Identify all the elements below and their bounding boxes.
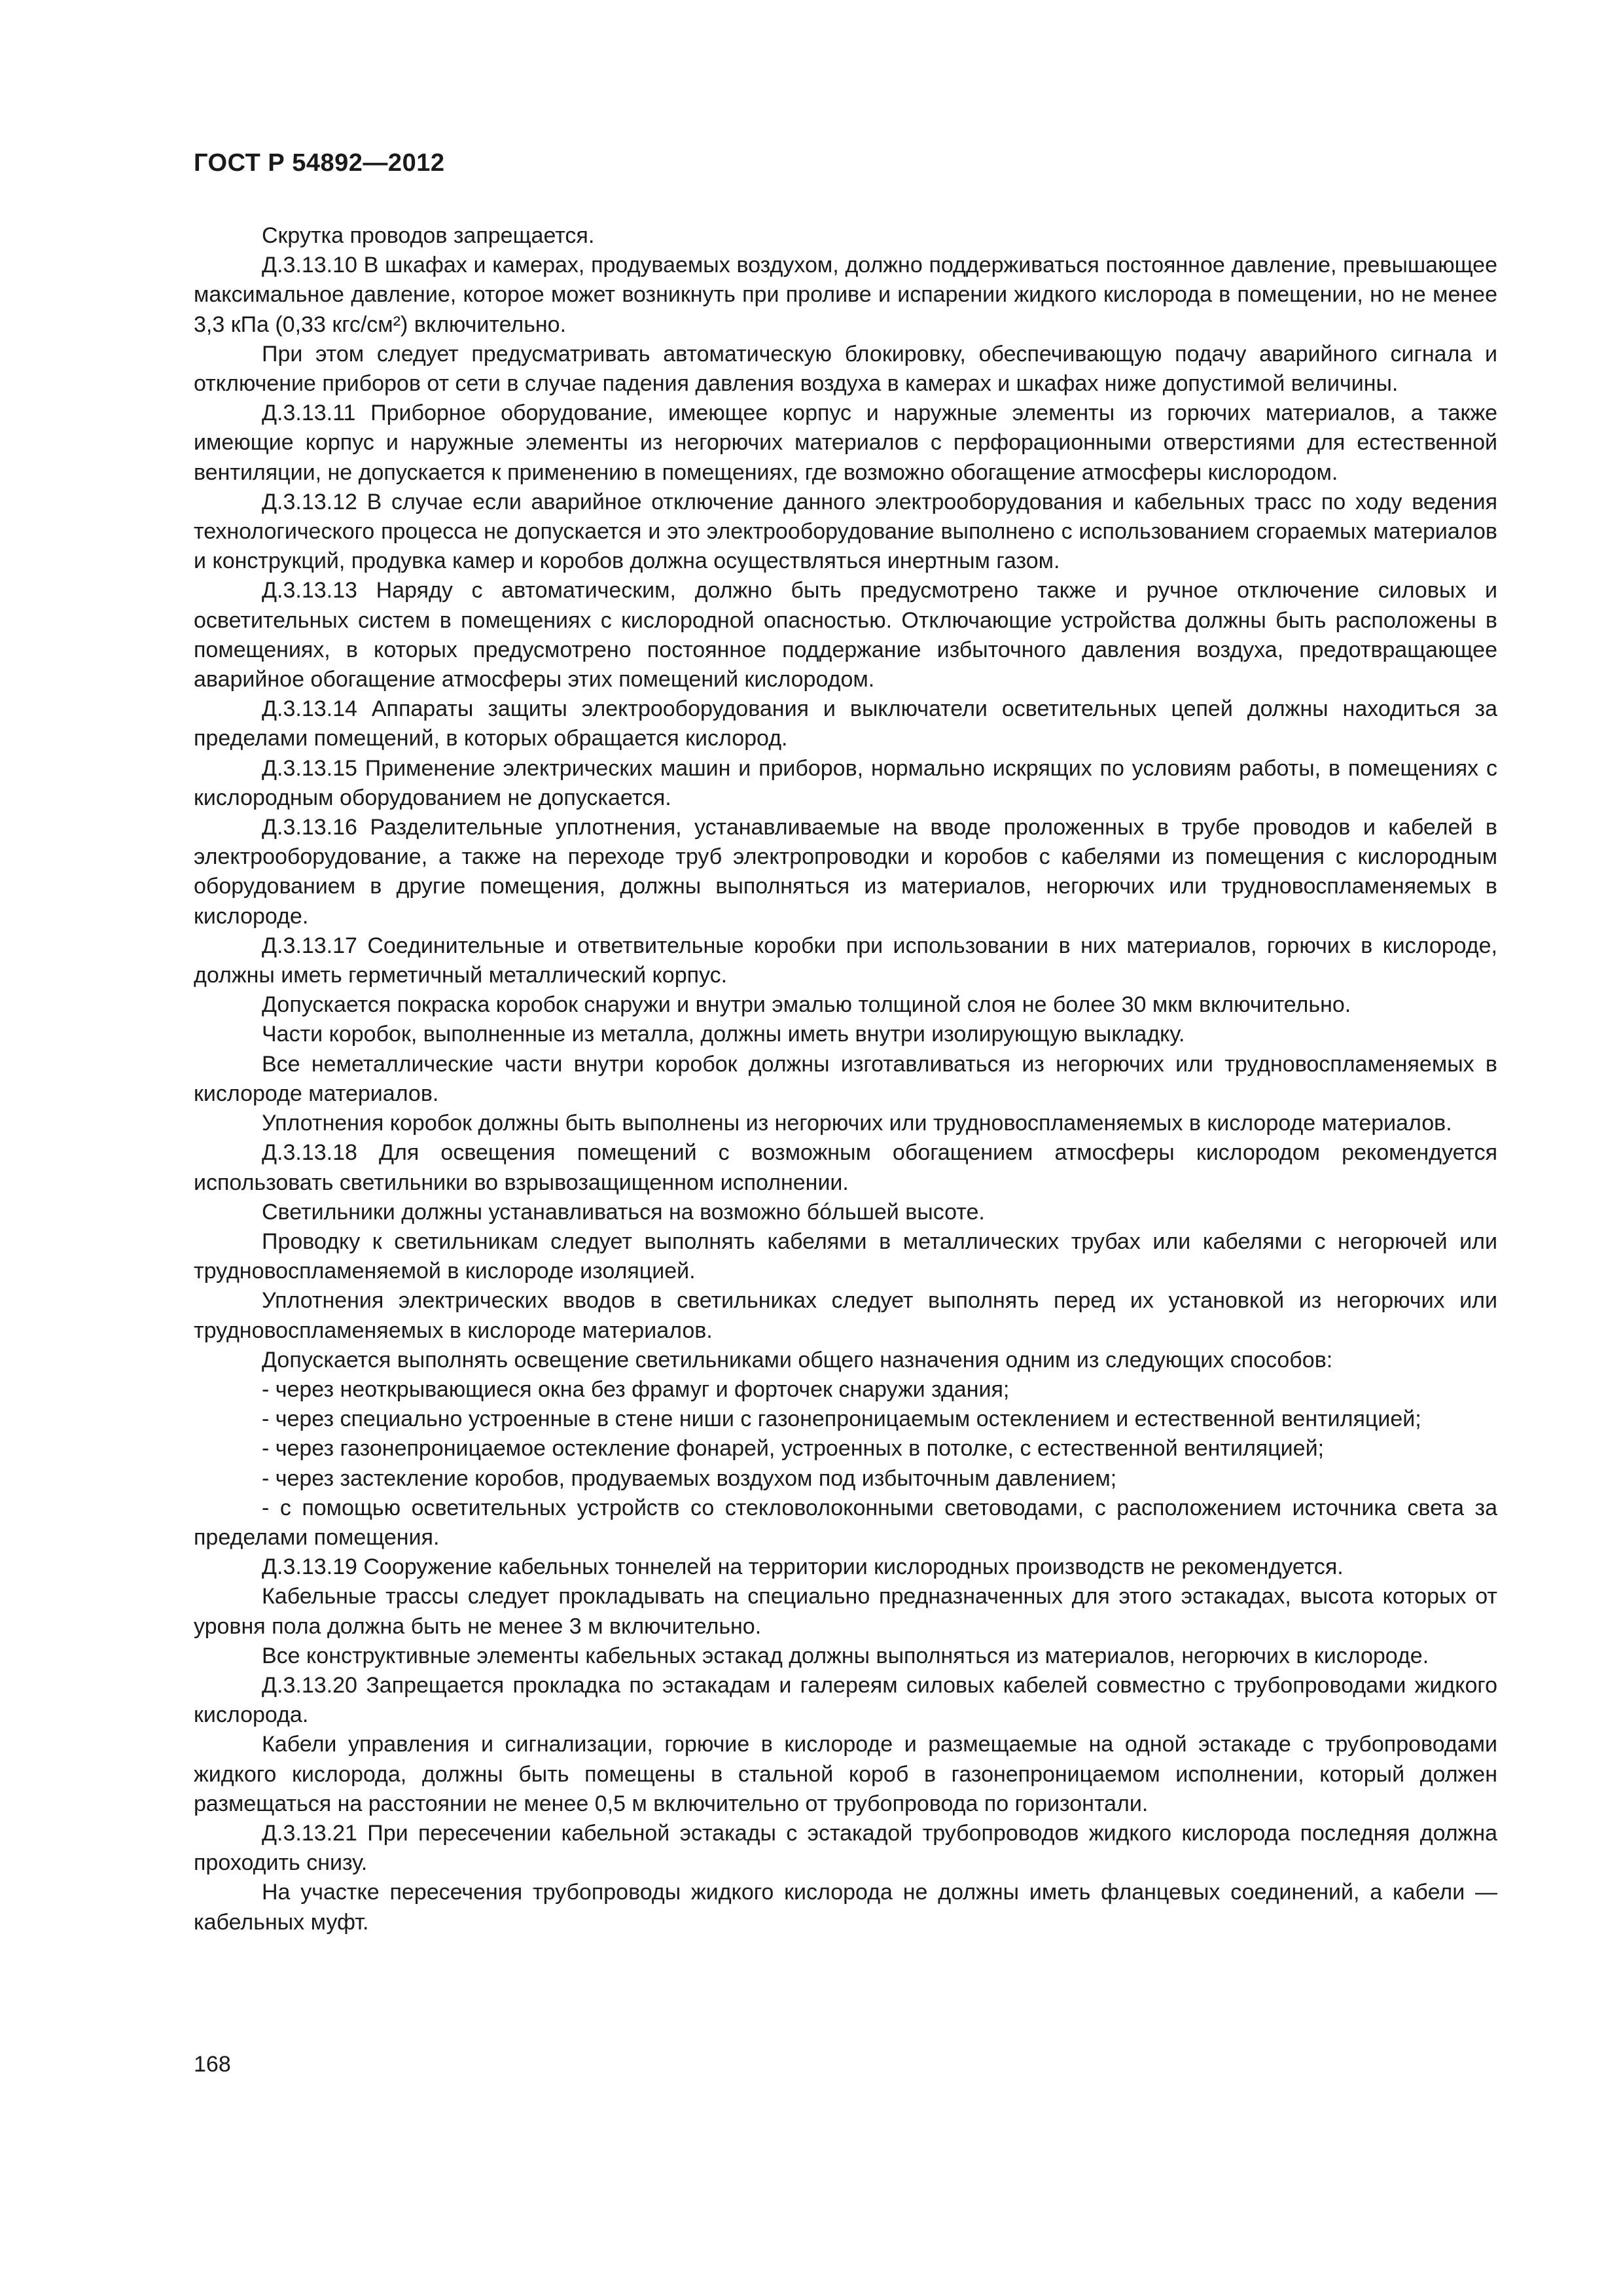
paragraph: Д.3.13.15 Применение электрических машин и приборов, нормально искрящих по условиям работы, в помещениях с кислородным оборудованием не допускается. [194, 755, 1497, 810]
paragraph: Д.3.13.12 В случае если аварийное отключение данного электрооборудования и кабельных трасс по ходу ведения технологического процесса не допускается и это электрооборудование выполнено с использованием сгораемых материалов и конструкций, продувка камер и коробов должна осуществляться инертным газом. [194, 489, 1497, 574]
paragraph: Допускается выполнять освещение светильниками общего назначения одним из следующих способов: [262, 1347, 1333, 1372]
paragraph: На участке пересечения трубопроводы жидкого кислорода не должны иметь фланцевых соединений, а кабели — кабельных муфт. [194, 1880, 1497, 1935]
list-item: - через застекление коробов, продуваемых воздухом под избыточным давлением; [262, 1465, 1117, 1491]
list-item: - через специально устроенные в стене ниши с газонепроницаемым остеклением и естественной вентиляцией; [262, 1407, 1421, 1432]
list-item: - с помощью осветительных устройств со стекловолоконными световодами, с расположением источника света за пределами помещения. [194, 1495, 1497, 1550]
paragraph: Все неметаллические части внутри коробок должны изготавливаться из негорючих или трудновоспламеняемых в кислороде материалов. [194, 1051, 1497, 1106]
paragraph: Части коробок, выполненные из металла, должны иметь внутри изолирующую выкладку. [262, 1022, 1185, 1047]
list-item: - через газонепроницаемое остекление фонарей, устроенных в потолке, с естественной вентиляцией; [262, 1436, 1325, 1462]
page-number: 168 [194, 2052, 231, 2077]
paragraph: Кабельные трассы следует прокладывать на специально предназначенных для этого эстакадах, высота которых от уровня пола должна быть не менее 3 м включительно. [194, 1584, 1497, 1639]
paragraph: Д.3.13.20 Запрещается прокладка по эстакадам и галереям силовых кабелей совместно с трубопроводами жидкого кислорода. [194, 1672, 1497, 1728]
paragraph: Д.3.13.10 В шкафах и камерах, продуваемых воздухом, должно поддерживаться постоянное давление, превышающее максимальное давление, которое может возникнуть при проливе и испарении жидкого кислорода в помещении, но не менее 3,3 кПа (0,33 кгс/см²) включительно. [194, 253, 1497, 337]
paragraph: Уплотнения коробок должны быть выполнены из негорючих или трудновоспламеняемых в кислороде материалов. [262, 1111, 1452, 1136]
paragraph: Д.3.13.13 Наряду с автоматическим, должно быть предусмотрено также и ручное отключение силовых и осветительных систем в помещениях с кислородной опасностью. Отключающие устройства должны быть расположены в помещениях, в которых предусмотрено постоянное поддержание избыточного давления воздуха, предотвращающее аварийное обогащение атмосферы этих помещений кислородом. [194, 578, 1497, 692]
paragraph: Уплотнения электрических вводов в светильниках следует выполнять перед их установкой из негорючих или трудновоспламеняемых в кислороде материалов. [194, 1288, 1497, 1343]
document-code-header: ГОСТ Р 54892—2012 [194, 149, 445, 177]
paragraph: Допускается покраска коробок снаружи и внутри эмалью толщиной слоя не более 30 мкм включительно. [262, 992, 1351, 1018]
paragraph: Все конструктивные элементы кабельных эстакад должны выполняться из материалов, негорючих в кислороде. [262, 1643, 1429, 1668]
paragraph: Проводку к светильникам следует выполнять кабелями в металлических трубах или кабелями с негорючей или трудновоспламеняемой в кислороде изоляцией. [194, 1229, 1497, 1284]
paragraph: Светильники должны устанавливаться на возможно бóльшей высоте. [262, 1199, 985, 1225]
paragraph: При этом следует предусматривать автоматическую блокировку, обеспечивающую подачу аварийного сигнала и отключение приборов от сети в случае падения давления воздуха в камерах и шкафах ниже допустимой величины. [194, 341, 1497, 397]
paragraph: Скрутка проводов запрещается. [262, 223, 595, 248]
paragraph: Д.3.13.17 Соединительные и ответвительные коробки при использовании в них материалов, горючих в кислороде, должны иметь герметичный металлический корпус. [194, 933, 1497, 988]
paragraph: Д.3.13.14 Аппараты защиты электрооборудования и выключатели осветительных цепей должны находиться за пределами помещений, в которых обращается кислород. [194, 696, 1497, 751]
paragraph: Д.3.13.18 Для освещения помещений с возможным обогащением атмосферы кислородом рекомендуется использовать светильники во взрывозащищенном исполнении. [194, 1140, 1497, 1195]
paragraph: Кабели управления и сигнализации, горючие в кислороде и размещаемые на одной эстакаде с трубопроводами жидкого кислорода, должны быть помещены в стальной короб в газонепроницаемом исполнении, который должен размещаться на расстоянии не менее 0,5 м включительно от трубопровода по горизонтали. [194, 1732, 1497, 1816]
list-item: - через неоткрывающиеся окна без фрамуг и форточек снаружи здания; [262, 1376, 1010, 1402]
paragraph: Д.3.13.19 Сооружение кабельных тоннелей на территории кислородных производств не рекомендуется. [262, 1554, 1344, 1580]
paragraph: Д.3.13.16 Разделительные уплотнения, устанавливаемые на вводе проложенных в трубе проводов и кабелей в электрооборудование, а также на переходе труб электропроводки и коробов с кабелями из помещения с кислородным оборудованием в другие помещения, должны выполняться из материалов, негорючих или трудновоспламеняемых в кислороде. [194, 815, 1497, 929]
paragraph: Д.3.13.11 Приборное оборудование, имеющее корпус и наружные элементы из горючих материалов, а также имеющие корпус и наружные элементы из негорючих материалов с перфорационными отверстиями для естественной вентиляции, не допускается к применению в помещениях, где возможно обогащение атмосферы кислородом. [194, 401, 1497, 485]
document-body [194, 221, 1497, 1937]
paragraph: Д.3.13.21 При пересечении кабельной эстакады с эстакадой трубопроводов жидкого кислорода последняя должна проходить снизу. [194, 1820, 1497, 1876]
